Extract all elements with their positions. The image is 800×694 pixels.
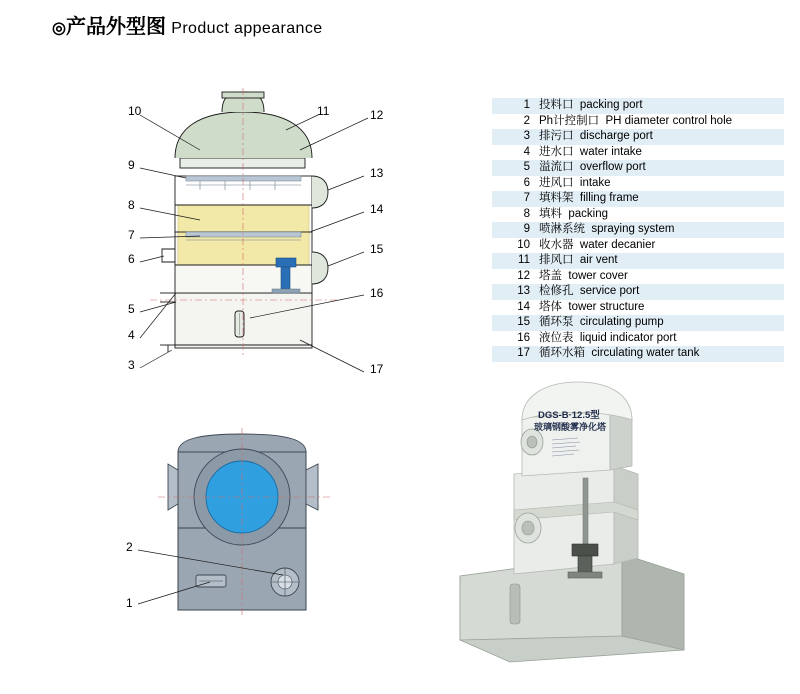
legend-row-number: 8 [523,207,530,220]
legend-row-label-cn: 塔体 [539,300,562,313]
callout-14: 14 [370,202,384,216]
legend-row-label-en: circulating water tank [591,347,700,359]
legend-row-label-en: tower structure [568,300,645,313]
legend-row-label-cn: 塔盖 [539,269,562,282]
callout-5: 5 [128,302,135,316]
legend-row-label-en: liquid indicator port [579,331,677,344]
callout-7: 7 [128,228,135,242]
legend-row-number: 1 [523,99,530,111]
legend-row-label-en: spraying system [591,223,675,235]
legend-row-label-cn: 收水器 [539,238,574,251]
callout-6: 6 [128,252,135,266]
legend-row-label-en: PH diameter control hole [605,114,733,127]
legend-row-number: 2 [523,114,530,127]
legend-row-number: 17 [517,347,530,359]
legend-row-label-cn: 填料架 [539,192,574,204]
legend-row-number: 14 [517,300,530,313]
legend-row-number: 13 [517,285,530,297]
legend-row-label-en: overflow port [579,161,646,173]
legend-row-number: 5 [523,161,530,173]
callout-2: 2 [126,540,133,554]
callout-11: 11 [317,104,330,118]
legend-row-label-en: circulating pump [579,316,664,328]
product-photo-svg [452,378,782,668]
legend-row-number: 9 [523,223,530,235]
legend-row-label-en: service port [579,285,640,297]
legend-row-label-cn: 排污口 [539,130,574,142]
page-title-en: Product appearance [171,20,323,37]
legend-row-label-en: packing [568,207,609,220]
legend-row-label-cn: 溢流口 [539,161,574,173]
callout-15: 15 [370,242,384,256]
legend-row-label-cn: 循环泵 [539,316,574,328]
legend-row-number: 11 [518,254,530,266]
legend-row-label-en: packing port [579,99,643,111]
legend-row-label-en: air vent [579,254,618,266]
photo-model-line2: 玻璃钢酸雾净化塔 [534,422,607,432]
side-view-group [138,428,330,618]
legend-row-label-cn: 液位表 [539,331,574,344]
legend-row-number: 10 [517,238,530,251]
legend-row-label-en: water intake [579,145,642,158]
legend-row-label-cn: 循环水箱 [539,347,585,359]
bullet-icon: ◎ [52,20,66,37]
callout-12: 12 [370,108,384,122]
callout-9: 9 [128,158,135,172]
legend-row-label-cn: 进风口 [539,176,574,189]
legend-row-label-en: water decanier [579,238,656,251]
legend-row-number: 16 [517,331,530,344]
legend-row-label-cn: Ph计控制口 [539,114,600,127]
callout-3: 3 [128,358,135,372]
photo-model-line1: DGS-B·12.5型 [538,410,600,421]
legend-row-number: 12 [517,269,530,282]
photo-model-text [534,409,607,432]
callout-17: 17 [370,362,384,376]
callout-16: 16 [370,286,384,300]
callout-10: 10 [128,104,142,118]
legend-row-label-cn: 检修孔 [539,285,574,297]
legend-row-number: 4 [523,145,530,158]
legend-row-label-en: tower cover [568,269,628,282]
legend-row-number: 3 [523,130,530,142]
legend-row-number: 7 [523,192,530,204]
legend-row-label-en: filling frame [579,192,639,204]
legend-row-number: 6 [523,176,530,189]
callout-1: 1 [126,596,133,610]
legend-row-number: 15 [517,316,530,328]
legend-row-label-en: discharge port [579,130,653,142]
product-photo [452,378,782,668]
legend-row-label-cn: 填料 [539,207,562,220]
legend-row-label-cn: 排风口 [539,254,574,266]
page-title-cn: 产品外型图 [65,16,166,38]
callout-4: 4 [128,328,135,342]
legend-row-label-cn: 喷淋系统 [539,223,585,235]
legend-row-label-cn: 投料口 [539,99,574,111]
legend-row-label-en: intake [579,176,611,189]
callout-8: 8 [128,198,135,212]
callout-13: 13 [370,166,384,180]
legend-row-label-cn: 进水口 [539,145,574,158]
